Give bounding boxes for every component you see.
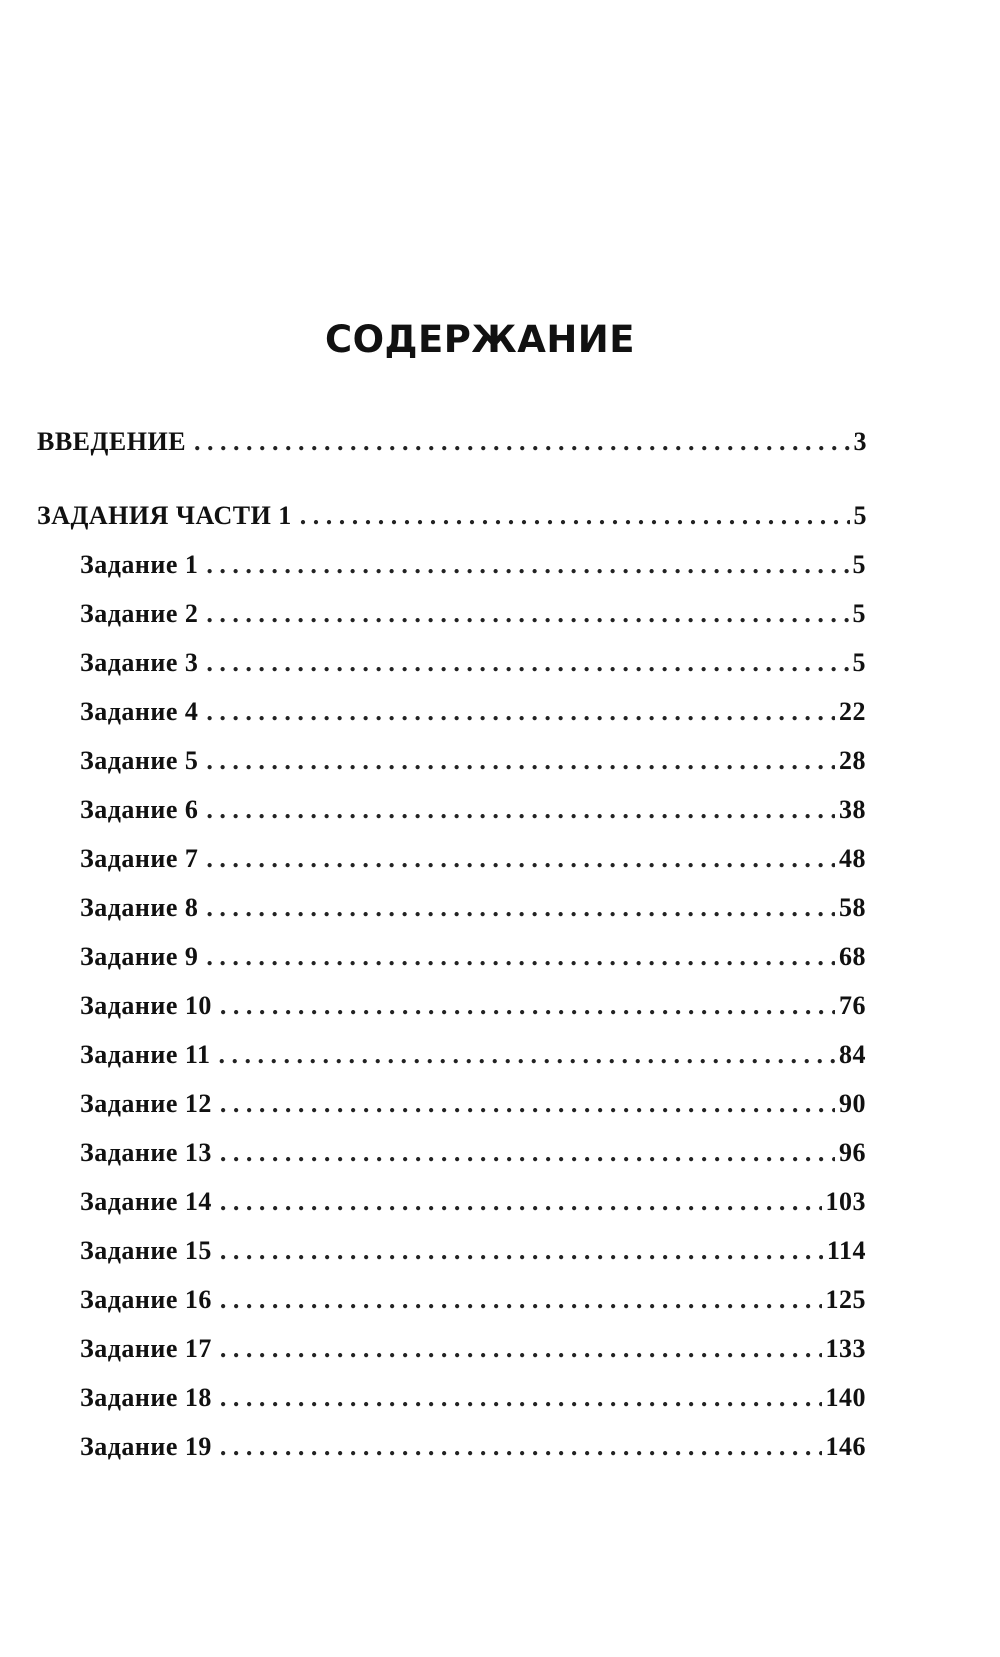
dot-leader <box>206 892 835 924</box>
toc-entry-label: Задание 12 <box>80 1089 212 1118</box>
toc-entry-task-11[interactable] <box>80 1039 866 1071</box>
dot-leader <box>206 794 835 826</box>
toc-entry-label: Задание 11 <box>80 1040 211 1069</box>
dot-leader <box>220 1382 822 1414</box>
toc-entry-page: 5 <box>853 501 867 530</box>
toc-entry-task-1[interactable] <box>80 549 866 581</box>
toc-entry-label: Задание 9 <box>80 942 199 971</box>
toc-entry-page: 5 <box>852 599 866 628</box>
toc-entry-label: Задание 18 <box>80 1383 212 1412</box>
dot-leader <box>220 1431 822 1463</box>
toc-entry-page: 58 <box>839 893 866 922</box>
toc-entry-label: Задание 2 <box>80 599 199 628</box>
dot-leader <box>300 500 850 532</box>
dot-leader <box>220 1284 822 1316</box>
toc-entry-label: Задание 7 <box>80 844 199 873</box>
toc-entry-label: Задание 16 <box>80 1285 212 1314</box>
dot-leader <box>206 647 848 679</box>
dot-leader <box>206 941 835 973</box>
toc-entry-task-16[interactable] <box>80 1284 866 1316</box>
toc-entry-task-19[interactable] <box>80 1431 866 1463</box>
toc-entry-label: Задание 3 <box>80 648 199 677</box>
toc-entry-task-2[interactable] <box>80 598 866 630</box>
dot-leader <box>206 745 835 777</box>
toc-entry-page: 22 <box>839 697 866 726</box>
toc-entry-label: Задание 10 <box>80 991 212 1020</box>
toc-entry-part-1[interactable] <box>37 500 867 532</box>
toc-entry-page: 140 <box>825 1383 866 1412</box>
toc-entry-label: Задание 14 <box>80 1187 212 1216</box>
dot-leader <box>194 426 849 458</box>
toc-entry-task-18[interactable] <box>80 1382 866 1414</box>
toc-entry-task-12[interactable] <box>80 1088 866 1120</box>
toc-entry-page: 5 <box>852 550 866 579</box>
dot-leader <box>220 1088 835 1120</box>
toc-entry-label: Задание 1 <box>80 550 199 579</box>
toc-entry-task-4[interactable] <box>80 696 866 728</box>
toc-entry-label: Задание 6 <box>80 795 199 824</box>
toc-entry-label: Задание 15 <box>80 1236 212 1265</box>
toc-entry-task-14[interactable] <box>80 1186 866 1218</box>
dot-leader <box>218 1039 835 1071</box>
toc-entry-page: 3 <box>853 427 867 456</box>
toc-entry-page: 84 <box>839 1040 866 1069</box>
toc-entry-label: Задание 4 <box>80 697 199 726</box>
toc-entry-page: 103 <box>825 1187 866 1216</box>
toc-entry-page: 96 <box>839 1138 866 1167</box>
toc-entry-task-13[interactable] <box>80 1137 866 1169</box>
toc-entry-page: 146 <box>825 1432 866 1461</box>
toc-entry-page: 76 <box>839 991 866 1020</box>
toc-entry-page: 90 <box>839 1089 866 1118</box>
toc-entry-label: ВВЕДЕНИЕ <box>37 427 187 456</box>
dot-leader <box>220 1186 822 1218</box>
toc-entry-label: Задание 8 <box>80 893 199 922</box>
dot-leader <box>220 1137 835 1169</box>
toc-entry-task-6[interactable] <box>80 794 866 826</box>
toc-entry-task-3[interactable] <box>80 647 866 679</box>
toc-entry-label: ЗАДАНИЯ ЧАСТИ 1 <box>37 501 292 530</box>
dot-leader <box>220 990 835 1022</box>
toc-entry-task-17[interactable] <box>80 1333 866 1365</box>
toc-entry-label: Задание 19 <box>80 1432 212 1461</box>
dot-leader <box>220 1235 823 1267</box>
toc-entry-task-15[interactable] <box>80 1235 866 1267</box>
toc-entry-page: 28 <box>839 746 866 775</box>
dot-leader <box>220 1333 822 1365</box>
dot-leader <box>206 549 848 581</box>
page-title: СОДЕРЖАНИЕ <box>324 318 636 361</box>
toc-entry-page: 38 <box>839 795 866 824</box>
toc-entry-task-7[interactable] <box>80 843 866 875</box>
toc-entry-introduction[interactable] <box>37 426 867 458</box>
toc-entry-task-8[interactable] <box>80 892 866 924</box>
toc-entry-task-9[interactable] <box>80 941 866 973</box>
toc-entry-label: Задание 5 <box>80 746 199 775</box>
toc-entry-page: 48 <box>839 844 866 873</box>
toc-entry-label: Задание 17 <box>80 1334 212 1363</box>
toc-entry-page: 125 <box>825 1285 866 1314</box>
dot-leader <box>206 696 835 728</box>
dot-leader <box>206 598 848 630</box>
toc-entry-task-10[interactable] <box>80 990 866 1022</box>
toc-entry-page: 114 <box>826 1236 866 1265</box>
toc-entry-page: 133 <box>825 1334 866 1363</box>
toc-entry-task-5[interactable] <box>80 745 866 777</box>
toc-entry-label: Задание 13 <box>80 1138 212 1167</box>
toc-entry-page: 68 <box>839 942 866 971</box>
dot-leader <box>206 843 835 875</box>
toc-entry-page: 5 <box>852 648 866 677</box>
